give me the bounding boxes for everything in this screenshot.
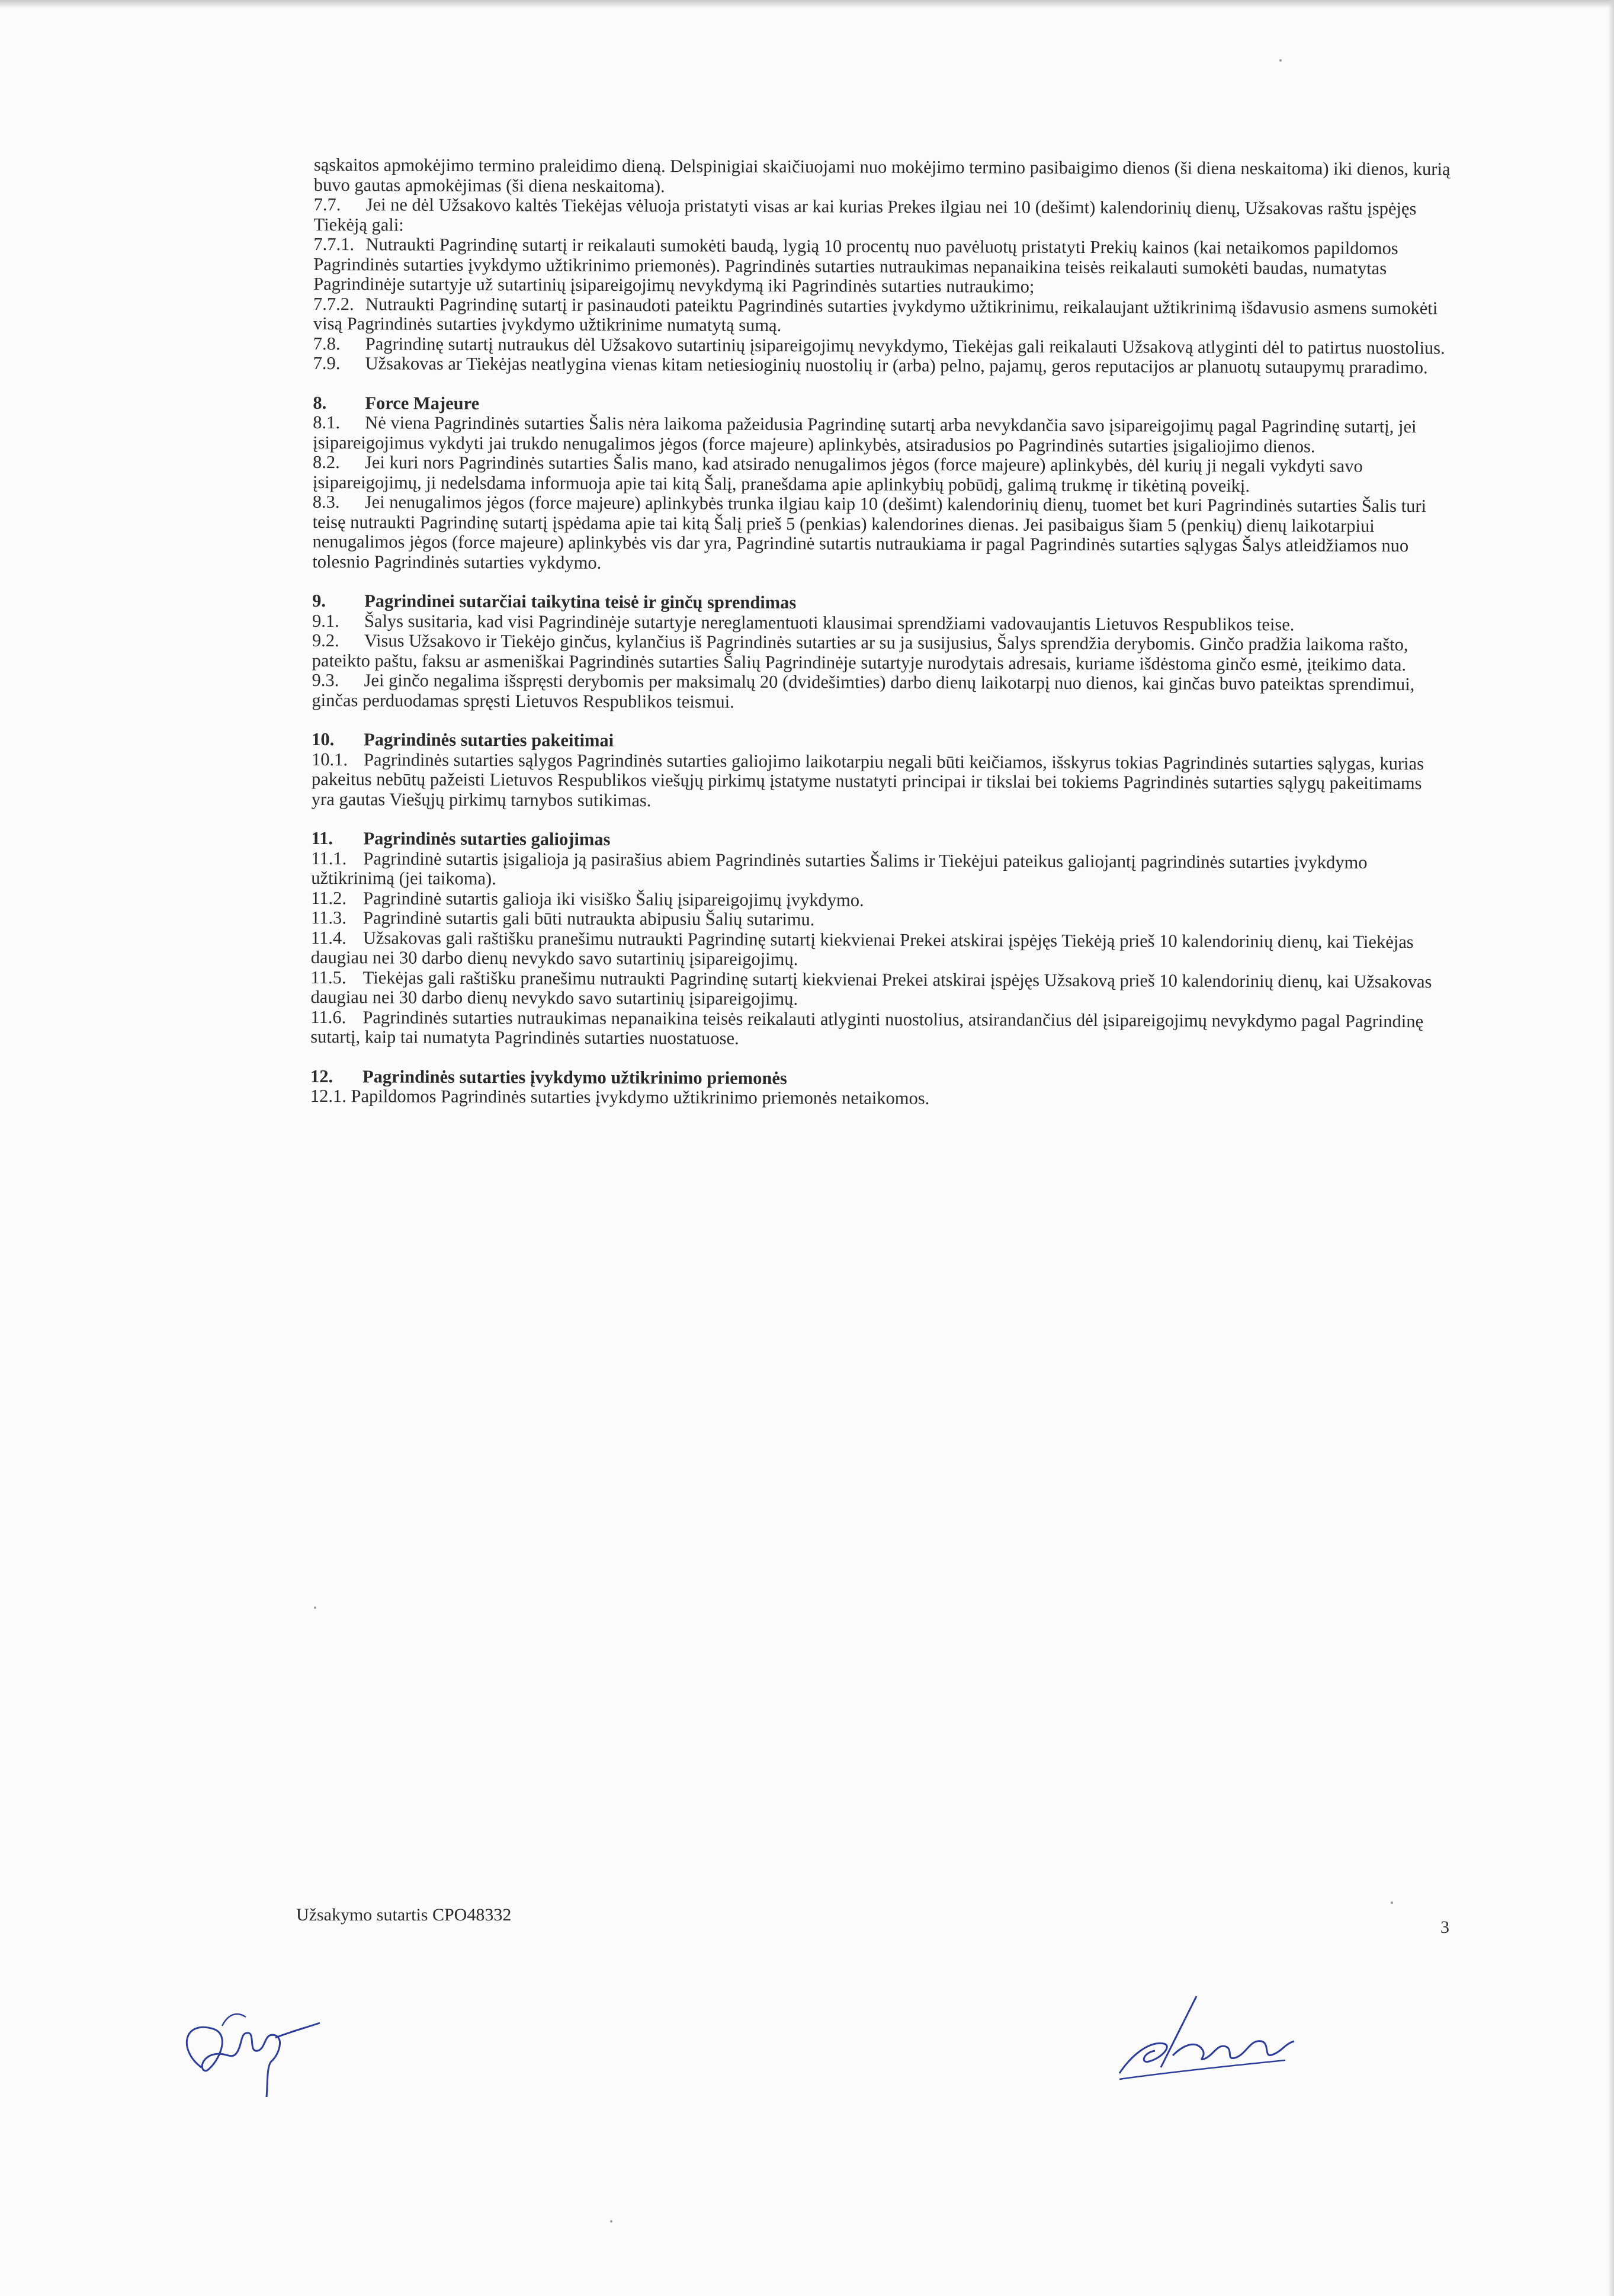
section-9 xyxy=(312,591,1449,714)
clause-text: Papildomos Pagrindinės sutarties įvykdymo užtikrinimo priemonės netaikomos. xyxy=(351,1086,930,1109)
section-8 xyxy=(312,393,1450,576)
paragraph-text: sąskaitos apmokėjimo termino praleidimo dieną. Delspinigiai skaičiuojami nuo mokėjimo termino pasibaigimo dienos (ši diena neskaitoma) iki dienos, kurią buvo gautas apmokėjimas (ši diena neskaitoma). xyxy=(313,155,1451,196)
clause-text: Nutraukti Pagrindinę sutartį ir reikalauti sumokėti baudą, lygią 10 procentų nuo pavėluotų pristatyti Prekių kainos (kai netaikomos papildomos Pagrindinės sutarties įvykdymo užtikrinimo priemonės). Pagrindinės sutarties nutraukimas nepanaikina teisės reikalauti sumokėti baudas, numatytas Pagrindinėje sutartyje už sutartinių įsipareigojimų nevykdymą iki Pagrindinės sutarties nutraukimo; xyxy=(313,234,1398,297)
clause-text: Pagrindinės sutarties nutraukimas nepanaikina teisės reikalauti atlyginti nuostolius, atsirandančius dėl įsipareigojimų nevykdymo pagal Pagrindinę sutartį, kaip tai numatyta Pagrindinės sutarties nuostatuose. xyxy=(310,1006,1424,1048)
scan-speck xyxy=(610,2220,612,2223)
clause-number: 7.7.1. xyxy=(313,233,355,255)
section-number: 8. xyxy=(313,392,327,413)
clause-text: Nutraukti Pagrindinę sutartį ir pasinaudoti pateiktu Pagrindinės sutarties įvykdymo užtikrinimu, reikalaujant užtikrinimą išdavusio asmens sumokėti visą Pagrindinės sutarties įvykdymo užtikrinime numatytą sumą. xyxy=(313,293,1438,336)
clause-7-7 xyxy=(313,195,1451,239)
clause-number: 9.2. xyxy=(312,630,339,651)
clause-11-6 xyxy=(310,1007,1448,1051)
clause-number: 10.1. xyxy=(312,749,348,769)
clause-number: 11.2. xyxy=(311,887,347,908)
section-title: Pagrindinei sutarčiai taikytina teisė ir ginčų sprendimas xyxy=(364,591,797,613)
clause-text: Pagrindinė sutartis įsigalioja ją pasirašius abiem Pagrindinės sutarties Šalims ir Tiekėjui pateikus galiojantį pagrindinės sutarties įvykdymo užtikrinimą (jei taikoma). xyxy=(311,848,1368,889)
clause-number: 8.2. xyxy=(312,451,340,473)
clause-8-2 xyxy=(313,453,1450,496)
clause-text: Jei kuri nors Pagrindinės sutarties Šalis mano, kad atsirado nenugalimos jėgos (force majeure) aplinkybės, dėl kurių ji negali vykdyti savo įsipareigojimų, ji nedelsdama informuoja apie tai kitą Šalį, pranešdama apie aplinkybių pobūdį, galimą trukmę ir tikėtiną poveikį. xyxy=(312,452,1363,496)
scan-edge-top xyxy=(0,0,1614,8)
paragraph-7-continued xyxy=(314,155,1451,199)
clause-number: 7.9. xyxy=(313,352,341,374)
clause-7-9 xyxy=(313,354,1451,378)
section-10 xyxy=(312,730,1449,813)
clause-number: 11.6. xyxy=(310,1006,346,1027)
section-number: 12. xyxy=(310,1066,333,1086)
clause-text: Jei nenugalimos jėgos (force majeure) aplinkybės trunka ilgiau kaip 10 (dešimt) kalendorinių dienų, tuomet bet kuri Pagrindinės sutarties Šalis turi teisę nutraukti Pagrindinę sutartį įspėdama apie tai kitą Šalį prieš 5 (penkias) kalendorines dienas. Jei pasibaigus šiam 5 (penkių) dienų laikotarpiui nenugalimos jėgos (force majeure) aplinkybės vis dar yra, Pagrindinė sutartis nutraukiama ir pagal Pagrindinės sutarties sąlygas Šalys atleidžiamos nuo tolesnio Pagrindinės sutarties vykdymo. xyxy=(312,492,1427,573)
section-number: 9. xyxy=(312,590,326,611)
clause-number: 7.8. xyxy=(313,333,341,354)
scan-edge-right xyxy=(1608,0,1614,2296)
section-number: 10. xyxy=(312,729,335,750)
page-number: 3 xyxy=(1440,1917,1449,1937)
clause-number: 11.4. xyxy=(310,927,346,948)
section-title: Force Majeure xyxy=(365,392,480,413)
section-7-continuation xyxy=(313,155,1451,378)
clause-9-3 xyxy=(312,671,1449,714)
clause-text: Visus Užsakovo ir Tiekėjo ginčus, kylančius iš Pagrindinės sutarties ar su ja susijusius, Šalys sprendžia derybomis. Ginčo pradžia laikoma rašto, pateikto paštu, faksu ar asmeniškai Pagrindinės sutarties Šalių Pagrindinėje sutartyje nurodytais adresais, kuriame išdėstoma ginčo esmė, įteikimo data. xyxy=(312,630,1408,675)
clause-text: Pagrindinė sutartis galioja iki visiško Šalių įsipareigojimų įvykdymo. xyxy=(363,887,864,910)
section-11 xyxy=(310,829,1448,1051)
clause-text: Pagrindinės sutarties sąlygos Pagrindinės sutarties galiojimo laikotarpiu negali būti keičiamos, išskyrus tokias Pagrindinės sutarties sąlygas, kurias pakeitus nebūtų pažeisti Lietuvos Respublikos viešųjų pirkimų įstatyme nustatyti principai ir tikslai bei tokiems Pagrindinės sutarties sąlygų pakeitimams yra gautas Viešųjų pirkimų tarnybos sutikimas. xyxy=(311,749,1424,810)
clause-text: Jei ne dėl Užsakovo kaltės Tiekėjas vėluoja pristatyti visas ar kai kurias Prekes ilgiau nei 10 (dešimt) kalendorinių dienų, Užsakovas raštu įspėjęs Tiekėją gali: xyxy=(313,194,1417,235)
section-12 xyxy=(310,1066,1448,1110)
clause-text: Pagrindinę sutartį nutraukus dėl Užsakovo sutartinių įsipareigojimų nevykdymo, Tiekėjas gali reikalauti Užsakovą atlyginti dėl to patirtus nuostolius. xyxy=(365,333,1445,358)
clause-number: 11.3. xyxy=(310,907,346,928)
clause-number: 7.7.2. xyxy=(313,293,354,314)
signature-left-icon xyxy=(166,1996,355,2097)
clause-8-3 xyxy=(312,492,1450,576)
clause-text: Užsakovas gali raštišku pranešimu nutraukti Pagrindinę sutartį kiekvienai Prekei atskirai įspėjęs Tiekėją prieš 10 kalendorinių dienų, kai Tiekėjas daugiau nei 30 darbo dienų nevykdo savo sutartinių įsipareigojimų. xyxy=(310,927,1414,970)
section-title: Pagrindinės sutarties pakeitimai xyxy=(364,729,614,751)
clause-text: Tiekėjas gali raštišku pranešimu nutraukti Pagrindinę sutartį kiekvienai Prekei atskirai įspėjęs Užsakovą prieš 10 kalendorinių dienų, kai Užsakovas daugiau nei 30 darbo dienų nevykdo savo sutartinių įsipareigojimų. xyxy=(310,967,1432,1009)
footer-label: Užsakymo sutartis CPO48332 xyxy=(296,1905,512,1925)
section-title: Pagrindinės sutarties įvykdymo užtikrinimo priemonės xyxy=(362,1066,787,1088)
clause-number: 8.1. xyxy=(313,412,341,433)
clause-11-1 xyxy=(311,848,1448,892)
section-number: 11. xyxy=(311,828,333,849)
clause-number: 12.1. xyxy=(310,1085,346,1107)
clause-text: Nė viena Pagrindinės sutarties Šalis nėra laikoma pažeidusia Pagrindinę sutartį arba nevykdančia savo įsipareigojimų pagal Pagrindinę sutartį, jei įsipareigojimus vykdyti jai trukdo nenugalimos jėgos (force majeure) aplinkybės, atsiradusios po Pagrindinės sutarties įsigaliojimo dienos. xyxy=(313,412,1417,456)
clause-text: Jei ginčo negalima išspręsti derybomis per maksimalų 20 (dvidešimties) darbo dienų laikotarpį nuo dienos, kai ginčas buvo pateiktas sprendimui, ginčas perduodamas spręsti Lietuvos Respublikos teismui. xyxy=(312,670,1415,712)
clause-10-1 xyxy=(312,749,1449,813)
clause-number: 9.1. xyxy=(312,610,339,631)
clause-number: 11.1. xyxy=(311,848,347,868)
clause-7-7-2 xyxy=(313,294,1451,338)
clause-12-1 xyxy=(310,1086,1448,1111)
clause-8-1 xyxy=(313,413,1450,457)
clause-number: 7.7. xyxy=(313,194,341,215)
signature-right-icon xyxy=(1108,1984,1297,2091)
scan-speck xyxy=(1391,1901,1393,1904)
clause-text: Užsakovas ar Tiekėjas neatlygina vienas kitam netiesioginių nuostolių ir (arba) pelno, pajamų, geros reputacijos ar planuotų sutaupymų praradimo. xyxy=(365,353,1428,378)
document-body xyxy=(310,155,1451,1111)
clause-number: 8.3. xyxy=(312,491,340,512)
scan-speck xyxy=(1279,59,1282,62)
clause-number: 11.5. xyxy=(310,967,346,987)
clause-text: Pagrindinė sutartis gali būti nutraukta abipusiu Šalių sutarimu. xyxy=(362,908,815,930)
clause-11-4 xyxy=(311,928,1448,971)
clause-7-7-1 xyxy=(313,235,1451,299)
clause-9-2 xyxy=(312,631,1449,675)
scan-speck xyxy=(314,1606,316,1609)
clause-11-5 xyxy=(310,967,1448,1011)
clause-text: Šalys susitaria, kad visi Pagrindinėje sutartyje nereglamentuoti klausimai sprendžiami vadovaujantis Lietuvos Respublikos teise. xyxy=(364,610,1295,634)
clause-number: 9.3. xyxy=(312,669,339,691)
section-title: Pagrindinės sutarties galiojimas xyxy=(363,828,611,849)
